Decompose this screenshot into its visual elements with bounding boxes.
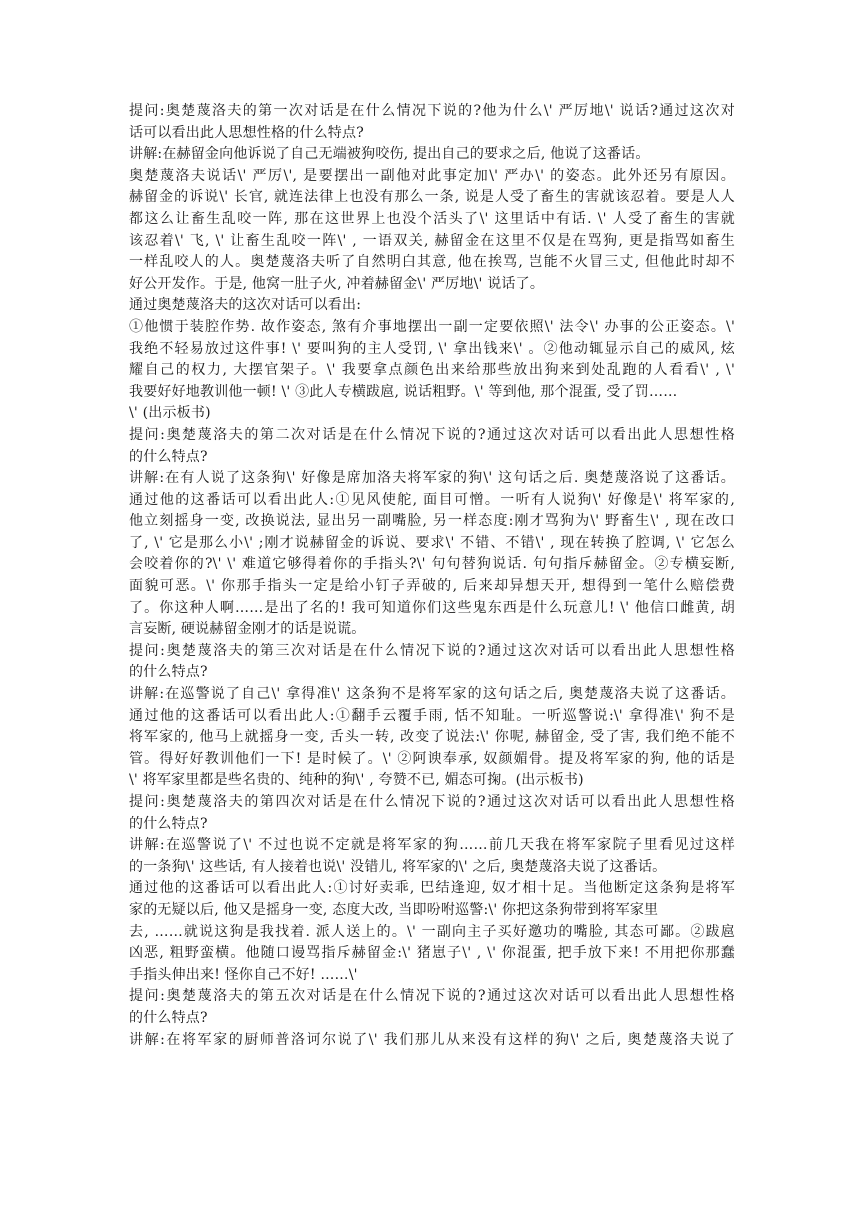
text-line: ①他惯于装腔作势. 故作姿态, 煞有介事地摆出一副一定要依照\' 法令\' 办事的公正姿态。\' [129,318,735,335]
text-line: 话可以看出此人思想性格的什么特点? [129,124,364,141]
text-line: 的什么特点? [129,664,208,681]
text-line: 面貌可恶。\' 你那手指头一定是给小钉子弄破的, 后来却异想天开, 想得到一笔什么赔偿费 [129,578,735,595]
text-line: 将军家的, 他马上就摇身一变, 舌头一转, 改变了说法:\' 你呢, 赫留金, 受了害, 我们绝不能不 [129,729,735,746]
text-line: 去, ……就说这狗是我找着. 派人送上的。\' 一副向主子买好邀功的嘴脸, 其态可鄙。②跋扈 [129,923,735,940]
text-line: \' 将军家里都是些名贵的、纯种的狗\' , 夸赞不已, 媚态可掬。(出示板书) [129,772,584,789]
text-line: 我绝不轻易放过这件事! \' 要叫狗的主人受罚, \' 拿出钱来\' 。②他动辄显示自己的威风, 炫 [129,340,735,357]
text-line: 讲解:在赫留金向他诉说了自己无端被狗咬伤, 提出自己的要求之后, 他说了这番话。 [129,146,650,163]
text-line: 的什么特点? [129,815,208,832]
text-line: 提问:奥楚蔑洛夫的第四次对话是在什么情况下说的?通过这次对话可以看出此人思想性格 [129,794,735,810]
text-line: 通过他的这番话可以看出此人:①讨好卖乖, 巴结逢迎, 奴才相十足。当他断定这条狗是将军 [129,880,735,897]
text-line: \' (出示板书) [129,405,211,422]
text-line: 讲解:在将军家的厨师普洛诃尔说了\' 我们那儿从来没有这样的狗\' 之后, 奥楚蔑洛夫说了 [129,1031,735,1048]
text-line: 管。得好好教训他们一下! 是时候了。\' ②阿谀奉承, 奴颜媚骨。提及将军家的狗, 他的话是 [129,750,735,767]
text-line: 的什么特点? [129,1009,208,1026]
text-line: 了。你这种人啊……是出了名的! 我可知道你们这些鬼东西是什么玩意儿! \' 他信口雌黄, 胡 [129,599,735,616]
text-line: 的什么特点? [129,448,208,465]
text-line: 言妄断, 硬说赫留金刚才的话是说谎。 [129,621,366,638]
text-line: 该忍着\' 飞, \' 让畜生乱咬一阵\' , 一语双关, 赫留金在这里不仅是在骂狗, 更是指骂如畜生 [129,232,735,249]
text-line: 奥楚蔑洛夫说话\' 严厉\', 是要摆出一副他对此事定加\' 严办\' 的姿态。此外还另有原因。 [129,167,735,184]
text-line: 提问:奥楚蔑洛夫的第二次对话是在什么情况下说的?通过这次对话可以看出此人思想性格 [129,426,735,443]
text-line: 通过他的这番话可以看出此人:①见风使舵, 面目可憎。一听有人说狗\' 好像是\' 将军家的, [129,491,735,508]
text-line: 家的无疑以后, 他又是摇身一变, 态度大改, 当即吩咐巡警:\' 你把这条狗带到将军家里 [129,901,659,918]
text-line: 了, \' 它是那么小\' ;刚才说赫留金的诉说、要求\' 不错、不错\' , 现在转换了腔调, \' 它怎么 [129,534,735,551]
text-line: 讲解:在有人说了这条狗\' 好像是席加洛夫将军家的狗\' 这句话之后. 奥楚蔑洛说了这番话。 [129,470,735,487]
text-line: 耀自己的权力, 大摆官架子。\' 我要拿点颜色出来给那些放出狗来到处乱跑的人看看\' , \' [129,362,735,379]
text-line: 通过他的这番话可以看出此人:①翻手云覆手雨, 恬不知耻。一听巡警说:\' 拿得准\' 狗不是 [129,707,735,724]
document-body [129,101,735,1051]
text-line: 他立刻摇身一变, 改换说法, 显出另一副嘴脸, 另一样态度:刚才骂狗为\' 野畜生\' , 现在改口 [129,513,735,530]
text-line: 一样乱咬人的人。奥楚蔑洛夫听了自然明白其意, 他在挨骂, 岂能不火冒三丈, 但他此时却不 [129,254,735,271]
text-line: 讲解:在巡警说了自己\' 拿得准\' 这条狗不是将军家的这句话之后, 奥楚蔑洛夫说了这番话。 [129,686,735,703]
text-line: 都这么让畜生乱咬一阵, 那在这世界上也没个活头了\' 这里话中有话. \' 人受了畜生的害就 [129,210,735,227]
text-line: 提问:奥楚蔑洛夫的第五次对话是在什么情况下说的?通过这次对话可以看出此人思想性格 [129,988,735,1005]
text-line: 手指头伸出来! 怪你自己不好! ……\' [129,966,358,983]
text-line: 赫留金的诉说\' 长官, 就连法律上也没有那么一条, 说是人受了畜生的害就该忍着。要是人人 [129,189,735,206]
text-line: 的一条狗\' 这些话, 有人接着也说\' 没错儿, 将军家的\' 之后, 奥楚蔑洛夫说了这番话。 [129,858,667,875]
text-line: 会咬着你的?\' \' 难道它够得着你的手指头?\' 句句替狗说话. 句句指斥赫留金。②专横妄断, [129,556,735,573]
text-line: 提问:奥楚蔑洛夫的第三次对话是在什么情况下说的?通过这次对话可以看出此人思想性格 [129,642,735,659]
text-line: 我要好好地教训他一顿! \' ③此人专横跋扈, 说话粗野。\' 等到他, 那个混蛋, 受了罚…… [129,383,678,400]
text-line: 凶恶, 粗野蛮横。他随口谩骂指斥赫留金:\' 猪崽子\' , \' 你混蛋, 把手放下来! 不用把你那蠢 [129,945,735,962]
text-line: 通过奥楚蔑洛夫的这次对话可以看出: [129,297,362,314]
text-line: 讲解:在巡警说了\' 不过也说不定就是将军家的狗……前几天我在将军家院子里看见过这样 [129,837,735,854]
text-line: 好公开发作。于是, 他窝一肚子火, 冲着赫留金\' 严厉地\' 说话了。 [129,275,545,292]
text-line: 提问:奥楚蔑洛夫的第一次对话是在什么情况下说的?他为什么\' 严厉地\' 说话?通过这次对 [129,103,735,119]
